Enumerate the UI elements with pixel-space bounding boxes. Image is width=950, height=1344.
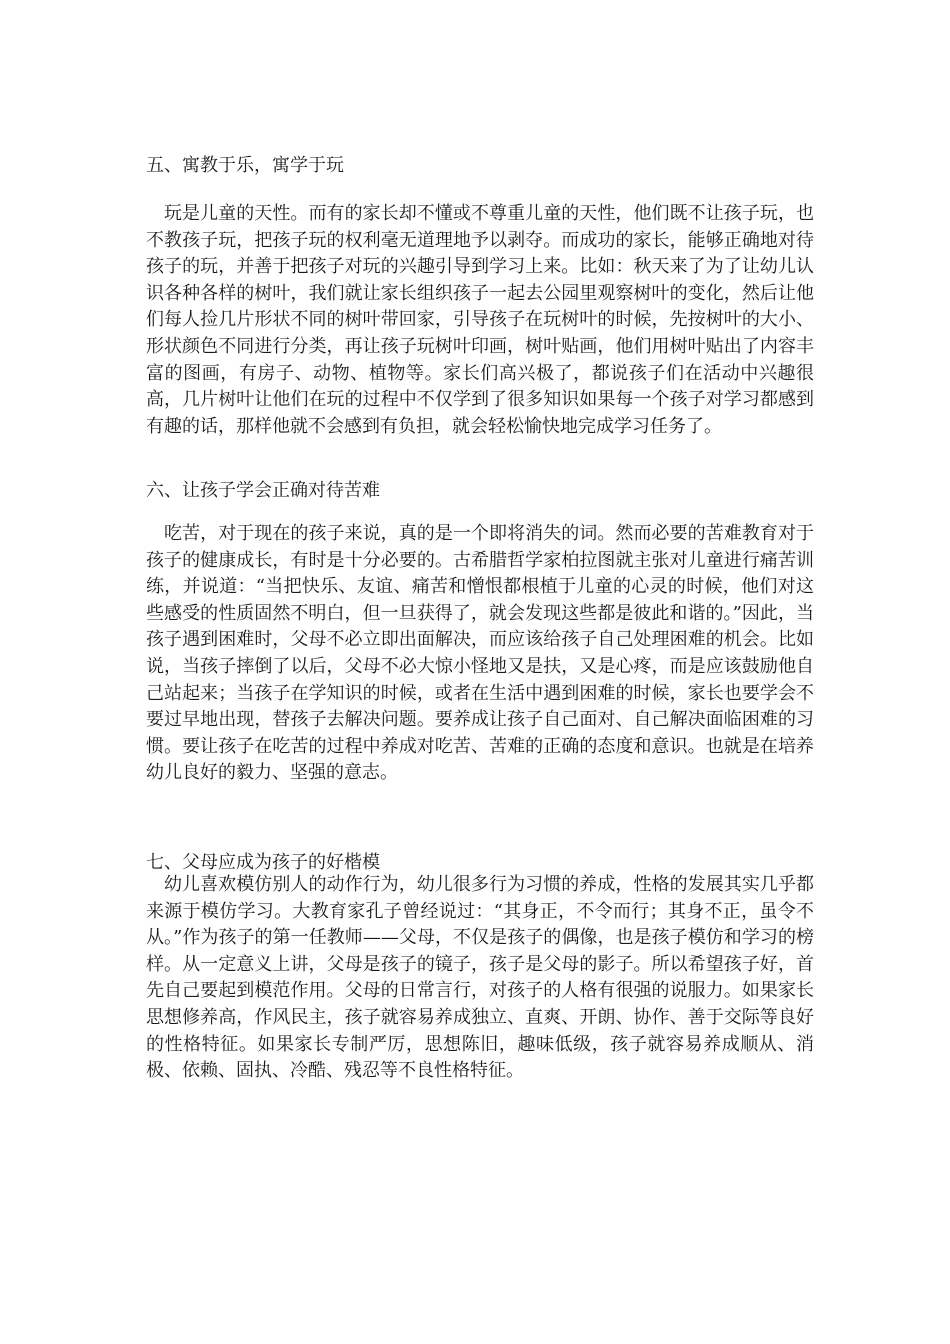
section-body-six: 吃苦，对于现在的孩子来说，真的是一个即将消失的词。然而必要的苦难教育对于孩子的健康成长，有时是十分必要的。古希腊哲学家柏拉图就主张对儿童进行痛苦训练，并说道：“当把快乐、友谊、痛苦和憎恨都根植于儿童的心灵的时候，他们对这些感受的性质固然不明白，但一旦获得了，就会发现这些都是彼此和谐的。”因此，当孩子遇到困难时，父母不必立即出面解决，而应该给孩子自己处理困难的机会。比如说，当孩子摔倒了以后，父母不必大惊小怪地又是扶，又是心疼，而是应该鼓励他自己站起来；当孩子在学知识的时候，或者在生活中遇到困难的时候，家长也要学会不要过早地出现，替孩子去解决问题。要养成让孩子自己面对、自己解决面临困难的习惯。要让孩子在吃苦的过程中养成对吃苦、苦难的正确的态度和意识。也就是在培养幼儿良好的毅力、坚强的意志。 <box>146 523 814 784</box>
section-body-five: 玩是儿童的天性。而有的家长却不懂或不尊重儿童的天性，他们既不让孩子玩，也不教孩子玩，把孩子玩的权利毫无道理地予以剥夺。而成功的家长，能够正确地对待孩子的玩，并善于把孩子对玩的兴趣引导到学习上来。比如：秋天来了为了让幼儿认识各种各样的树叶，我们就让家长组织孩子一起去公园里观察树叶的变化，然后让他们每人捡几片形状不同的树叶带回家，引导孩子在玩树叶的时候，先按树叶的大小、形状颜色不同进行分类，再让孩子玩树叶印画，树叶贴画，他们用树叶贴出了内容丰富的图画，有房子、动物、植物等。家长们高兴极了，都说孩子们在活动中兴趣很高，几片树叶让他们在玩的过程中不仅学到了很多知识如果每一个孩子对学习都感到有趣的话，那样他就不会感到有负担，就会轻松愉快地完成学习任务了。 <box>146 203 814 437</box>
section-body-seven: 幼儿喜欢模仿别人的动作行为，幼儿很多行为习惯的养成，性格的发展其实几乎都来源于模仿学习。大教育家孔子曾经说过：“其身正，不令而行；其身不正，虽令不从。”作为孩子的第一任教师——父母，不仅是孩子的偶像，也是孩子模仿和学习的榜样。从一定意义上讲，父母是孩子的镜子，孩子是父母的影子。所以希望孩子好，首先自己要起到模范作用。父母的日常言行，对孩子的人格有很强的说服力。如果家长思想修养高，作风民主，孩子就容易养成独立、直爽、开朗、协作、善于交际等良好的性格特征。如果家长专制严厉，思想陈旧，趣味低级，孩子就容易养成顺从、消极、依赖、固执、冷酷、残忍等不良性格特征。 <box>146 874 814 1082</box>
section-heading-five: 五、寓教于乐，寓学于玩 <box>146 155 344 176</box>
section-heading-six: 六、让孩子学会正确对待苦难 <box>146 480 380 501</box>
section-heading-seven: 七、父母应成为孩子的好楷模 <box>146 852 380 873</box>
